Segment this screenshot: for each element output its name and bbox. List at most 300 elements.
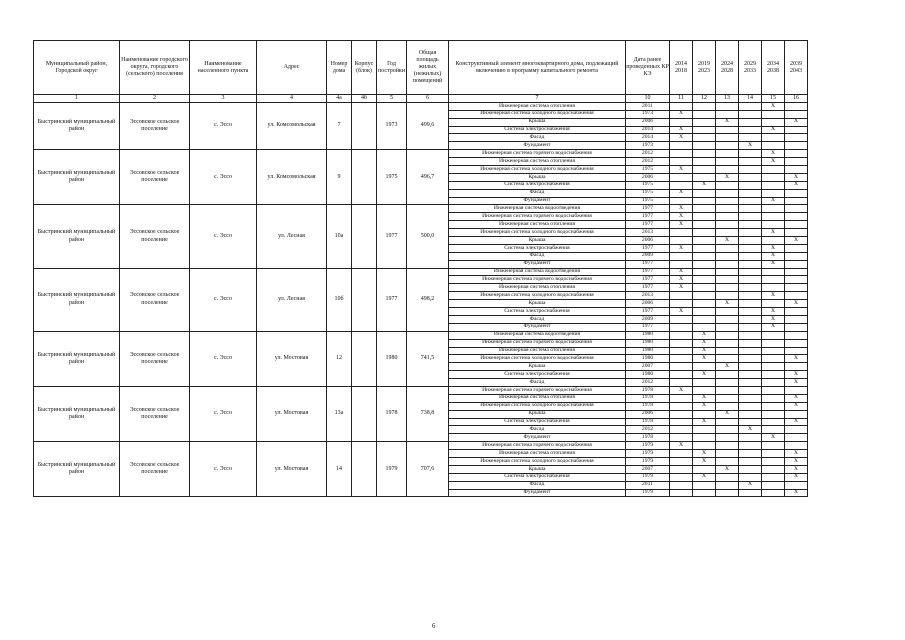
area-cell: 496,7 <box>407 150 449 205</box>
element-name-cell: Инженерная система водоотведения <box>449 268 626 276</box>
period-mark-cell <box>716 386 739 394</box>
period-mark-cell: X <box>762 158 785 166</box>
period-mark-cell: X <box>785 181 808 189</box>
element-name-cell: Крыша <box>449 237 626 245</box>
column-number-cell: 10 <box>626 95 670 103</box>
element-name-cell: Инженерная система горячего водоснабжения <box>449 276 626 284</box>
period-mark-cell <box>693 284 716 292</box>
locality-cell: с. Эссо <box>190 205 257 268</box>
period-mark-cell <box>762 426 785 434</box>
period-mark-cell <box>716 189 739 197</box>
period-mark-cell <box>716 450 739 458</box>
period-mark-cell <box>716 181 739 189</box>
repair-date-cell: 1980 <box>626 355 670 363</box>
period-mark-cell <box>785 410 808 418</box>
period-mark-cell <box>739 434 762 442</box>
period-mark-cell <box>670 450 693 458</box>
period-mark-cell <box>739 181 762 189</box>
period-mark-cell <box>762 205 785 213</box>
period-mark-cell <box>762 268 785 276</box>
period-mark-cell: X <box>716 465 739 473</box>
period-mark-cell <box>716 102 739 110</box>
block-cell <box>352 205 377 268</box>
period-mark-cell <box>693 481 716 489</box>
period-mark-cell: X <box>785 237 808 245</box>
repair-date-cell: 1978 <box>626 402 670 410</box>
header-cell: Адрес <box>257 41 327 95</box>
period-mark-cell <box>693 166 716 174</box>
area-cell: 741,5 <box>407 331 449 386</box>
period-mark-cell <box>693 489 716 497</box>
period-mark-cell <box>716 331 739 339</box>
repair-date-cell: 1977 <box>626 213 670 221</box>
block-cell <box>352 386 377 441</box>
period-mark-cell <box>693 410 716 418</box>
period-mark-cell <box>670 465 693 473</box>
period-mark-cell <box>716 158 739 166</box>
period-mark-cell: X <box>762 252 785 260</box>
period-mark-cell <box>739 252 762 260</box>
period-mark-cell <box>785 347 808 355</box>
build-year-cell: 1977 <box>377 205 407 268</box>
element-name-cell: Система электроснабжения <box>449 126 626 134</box>
element-name-cell: Система электроснабжения <box>449 181 626 189</box>
element-name-cell: Инженерная система горячего водоснабжения <box>449 339 626 347</box>
period-mark-cell <box>762 189 785 197</box>
house-number-cell: 12 <box>327 331 352 386</box>
element-name-cell: Фасад <box>449 426 626 434</box>
period-mark-cell <box>739 260 762 268</box>
period-mark-cell <box>716 347 739 355</box>
period-mark-cell <box>670 355 693 363</box>
column-number-cell: 4а <box>327 95 352 103</box>
period-mark-cell <box>739 323 762 331</box>
period-mark-cell <box>739 213 762 221</box>
period-mark-cell: X <box>670 166 693 174</box>
period-mark-cell <box>716 229 739 237</box>
period-mark-cell <box>785 363 808 371</box>
period-mark-cell: X <box>693 371 716 379</box>
period-mark-cell <box>739 379 762 387</box>
repair-date-cell: 1977 <box>626 244 670 252</box>
period-mark-cell <box>670 237 693 245</box>
column-number-cell: 5 <box>377 95 407 103</box>
repair-date-cell: 2007 <box>626 363 670 371</box>
settlement-cell: Эссовское сельское поселение <box>120 102 190 149</box>
period-mark-cell <box>739 355 762 363</box>
period-mark-cell: X <box>716 173 739 181</box>
column-number-cell: 12 <box>693 95 716 103</box>
element-name-cell: Инженерная система холодного водоснабжения <box>449 229 626 237</box>
period-mark-cell <box>739 308 762 316</box>
period-mark-cell <box>785 268 808 276</box>
area-cell: 500,0 <box>407 205 449 268</box>
period-mark-cell: X <box>785 465 808 473</box>
period-mark-cell <box>762 300 785 308</box>
table-row <box>34 268 808 276</box>
period-mark-cell: X <box>762 315 785 323</box>
period-mark-cell <box>762 371 785 379</box>
period-mark-cell: X <box>716 410 739 418</box>
period-mark-cell <box>670 371 693 379</box>
period-mark-cell <box>670 323 693 331</box>
period-mark-cell <box>693 442 716 450</box>
period-mark-cell <box>693 102 716 110</box>
district-cell: Быстринский муниципальный район <box>34 331 120 386</box>
period-mark-cell: X <box>716 237 739 245</box>
period-mark-cell: X <box>762 150 785 158</box>
repair-date-cell: 1980 <box>626 371 670 379</box>
repair-date-cell: 2009 <box>626 315 670 323</box>
column-number-row <box>34 95 808 103</box>
settlement-cell: Эссовское сельское поселение <box>120 331 190 386</box>
period-mark-cell <box>739 173 762 181</box>
period-mark-cell <box>785 126 808 134</box>
period-mark-cell <box>785 244 808 252</box>
street-cell: ул. Мостовая <box>257 331 327 386</box>
period-mark-cell <box>716 292 739 300</box>
period-mark-cell <box>716 268 739 276</box>
period-mark-cell <box>693 110 716 118</box>
period-mark-cell: X <box>762 260 785 268</box>
period-mark-cell: X <box>670 268 693 276</box>
period-mark-cell <box>670 118 693 126</box>
period-mark-cell <box>716 126 739 134</box>
period-mark-cell <box>670 197 693 205</box>
period-mark-cell <box>739 465 762 473</box>
period-mark-cell: X <box>785 173 808 181</box>
period-mark-cell: X <box>785 118 808 126</box>
settlement-cell: Эссовское сельское поселение <box>120 268 190 331</box>
period-mark-cell: X <box>670 244 693 252</box>
column-number-cell: 4б <box>352 95 377 103</box>
period-mark-cell: X <box>670 276 693 284</box>
period-mark-cell <box>739 315 762 323</box>
column-number-cell: 15 <box>762 95 785 103</box>
repair-date-cell: 1979 <box>626 489 670 497</box>
period-mark-cell <box>716 426 739 434</box>
period-mark-cell: X <box>716 363 739 371</box>
period-mark-cell <box>762 181 785 189</box>
column-number-cell: 16 <box>785 95 808 103</box>
repair-date-cell: 2006 <box>626 118 670 126</box>
element-name-cell: Инженерная система водоотведения <box>449 205 626 213</box>
period-mark-cell <box>739 276 762 284</box>
period-mark-cell <box>716 308 739 316</box>
capital-repair-table-sheet <box>33 40 808 497</box>
street-cell: ул. Мостовая <box>257 386 327 441</box>
period-mark-cell <box>716 473 739 481</box>
repair-date-cell: 1979 <box>626 473 670 481</box>
period-mark-cell <box>716 394 739 402</box>
period-mark-cell <box>762 418 785 426</box>
header-cell: Номер дома <box>327 41 352 95</box>
period-mark-cell: X <box>785 379 808 387</box>
repair-date-cell: 2013 <box>626 229 670 237</box>
period-mark-cell <box>785 308 808 316</box>
element-name-cell: Фасад <box>449 379 626 387</box>
locality-cell: с. Эссо <box>190 331 257 386</box>
period-mark-cell <box>670 229 693 237</box>
period-mark-cell <box>693 173 716 181</box>
period-mark-cell <box>670 292 693 300</box>
period-mark-cell <box>670 300 693 308</box>
period-mark-cell <box>739 244 762 252</box>
period-mark-cell: X <box>693 450 716 458</box>
period-mark-cell <box>693 268 716 276</box>
element-name-cell: Инженерная система отопления <box>449 221 626 229</box>
period-mark-cell <box>716 110 739 118</box>
period-mark-cell <box>762 110 785 118</box>
period-mark-cell <box>762 465 785 473</box>
repair-date-cell: 2006 <box>626 237 670 245</box>
period-mark-cell: X <box>670 126 693 134</box>
table-row <box>34 331 808 339</box>
period-mark-cell <box>739 102 762 110</box>
element-name-cell: Инженерная система горячего водоснабжения <box>449 213 626 221</box>
period-mark-cell <box>739 110 762 118</box>
period-mark-cell <box>762 394 785 402</box>
element-name-cell: Инженерная система горячего водоснабжения <box>449 150 626 158</box>
period-mark-cell <box>670 173 693 181</box>
period-mark-cell <box>762 339 785 347</box>
element-name-cell: Крыша <box>449 300 626 308</box>
period-mark-cell <box>693 276 716 284</box>
period-mark-cell: X <box>670 110 693 118</box>
district-cell: Быстринский муниципальный район <box>34 205 120 268</box>
area-cell: 499,6 <box>407 102 449 149</box>
element-name-cell: Крыша <box>449 173 626 181</box>
element-name-cell: Фундамент <box>449 489 626 497</box>
table-body <box>34 102 808 497</box>
period-mark-cell <box>739 118 762 126</box>
district-cell: Быстринский муниципальный район <box>34 150 120 205</box>
build-year-cell: 1980 <box>377 331 407 386</box>
period-mark-cell <box>762 237 785 245</box>
period-mark-cell <box>762 457 785 465</box>
element-name-cell: Фундамент <box>449 142 626 150</box>
period-mark-cell <box>670 158 693 166</box>
period-mark-cell <box>762 276 785 284</box>
element-name-cell: Система электроснабжения <box>449 371 626 379</box>
period-mark-cell <box>716 371 739 379</box>
element-name-cell: Фасад <box>449 481 626 489</box>
period-mark-cell <box>716 252 739 260</box>
repair-date-cell: 2007 <box>626 465 670 473</box>
period-mark-cell: X <box>785 300 808 308</box>
element-name-cell: Фундамент <box>449 197 626 205</box>
header-cell: Дата ранее проведенных КР КЭ <box>626 41 670 95</box>
period-mark-cell <box>785 110 808 118</box>
repair-date-cell: 1978 <box>626 386 670 394</box>
period-mark-cell: X <box>762 102 785 110</box>
column-number-cell: 4 <box>257 95 327 103</box>
period-mark-cell <box>762 173 785 181</box>
period-mark-cell <box>716 166 739 174</box>
period-mark-cell <box>693 142 716 150</box>
period-mark-cell <box>739 371 762 379</box>
period-mark-cell <box>762 118 785 126</box>
page-number: 6 <box>432 622 436 630</box>
period-mark-cell: X <box>762 197 785 205</box>
locality-cell: с. Эссо <box>190 442 257 497</box>
period-mark-cell <box>762 450 785 458</box>
period-mark-cell: X <box>785 418 808 426</box>
period-mark-cell <box>670 379 693 387</box>
period-mark-cell <box>762 473 785 481</box>
element-name-cell: Инженерная система отопления <box>449 158 626 166</box>
header-cell: 2039 2043 <box>785 41 808 95</box>
period-mark-cell <box>716 355 739 363</box>
period-mark-cell <box>716 379 739 387</box>
period-mark-cell <box>716 402 739 410</box>
period-mark-cell <box>693 118 716 126</box>
settlement-cell: Эссовское сельское поселение <box>120 150 190 205</box>
period-mark-cell <box>670 481 693 489</box>
period-mark-cell: X <box>693 181 716 189</box>
house-number-cell: 14 <box>327 442 352 497</box>
period-mark-cell: X <box>670 189 693 197</box>
period-mark-cell <box>693 315 716 323</box>
house-number-cell: 10б <box>327 268 352 331</box>
period-mark-cell <box>739 363 762 371</box>
period-mark-cell <box>739 347 762 355</box>
repair-date-cell: 1978 <box>626 394 670 402</box>
period-mark-cell <box>693 379 716 387</box>
period-mark-cell <box>785 142 808 150</box>
period-mark-cell <box>739 205 762 213</box>
period-mark-cell <box>716 244 739 252</box>
header-cell: 2029 2033 <box>739 41 762 95</box>
period-mark-cell <box>670 252 693 260</box>
period-mark-cell <box>693 252 716 260</box>
repair-date-cell: 1977 <box>626 276 670 284</box>
period-mark-cell <box>739 418 762 426</box>
header-cell: Год постройки <box>377 41 407 95</box>
element-name-cell: Крыша <box>449 465 626 473</box>
period-mark-cell <box>762 410 785 418</box>
period-mark-cell: X <box>785 402 808 410</box>
header-cell: Корпус (блок) <box>352 41 377 95</box>
element-name-cell: Фундамент <box>449 434 626 442</box>
area-cell: 738,8 <box>407 386 449 441</box>
period-mark-cell <box>762 134 785 142</box>
block-cell <box>352 331 377 386</box>
period-mark-cell <box>762 347 785 355</box>
period-mark-cell <box>785 339 808 347</box>
period-mark-cell: X <box>785 355 808 363</box>
period-mark-cell <box>739 126 762 134</box>
period-mark-cell <box>739 292 762 300</box>
period-mark-cell: X <box>785 473 808 481</box>
period-mark-cell <box>670 473 693 481</box>
table-row <box>34 150 808 158</box>
period-mark-cell <box>739 189 762 197</box>
repair-date-cell: 2011 <box>626 102 670 110</box>
repair-date-cell: 1975 <box>626 181 670 189</box>
locality-cell: с. Эссо <box>190 102 257 149</box>
period-mark-cell <box>693 260 716 268</box>
period-mark-cell <box>785 276 808 284</box>
element-name-cell: Инженерная система отопления <box>449 102 626 110</box>
period-mark-cell <box>762 402 785 410</box>
period-mark-cell <box>739 237 762 245</box>
period-mark-cell: X <box>762 244 785 252</box>
period-mark-cell <box>693 213 716 221</box>
repair-date-cell: 1977 <box>626 268 670 276</box>
period-mark-cell <box>716 315 739 323</box>
repair-date-cell: 2006 <box>626 410 670 418</box>
period-mark-cell <box>762 363 785 371</box>
settlement-cell: Эссовское сельское поселение <box>120 442 190 497</box>
period-mark-cell <box>716 457 739 465</box>
period-mark-cell <box>785 331 808 339</box>
locality-cell: с. Эссо <box>190 386 257 441</box>
period-mark-cell <box>716 260 739 268</box>
period-mark-cell <box>670 426 693 434</box>
period-mark-cell <box>739 331 762 339</box>
period-mark-cell: X <box>670 284 693 292</box>
element-name-cell: Фасад <box>449 134 626 142</box>
period-mark-cell <box>693 363 716 371</box>
period-mark-cell <box>716 134 739 142</box>
period-mark-cell <box>670 394 693 402</box>
table-row <box>34 205 808 213</box>
repair-date-cell: 2009 <box>626 252 670 260</box>
element-name-cell: Инженерная система холодного водоснабжения <box>449 110 626 118</box>
repair-date-cell: 1980 <box>626 339 670 347</box>
column-number-cell: 7 <box>449 95 626 103</box>
element-name-cell: Инженерная система холодного водоснабжения <box>449 292 626 300</box>
period-mark-cell: X <box>670 205 693 213</box>
repair-date-cell: 2012 <box>626 150 670 158</box>
period-mark-cell: X <box>693 394 716 402</box>
street-cell: ул. Мостовая <box>257 442 327 497</box>
period-mark-cell <box>785 221 808 229</box>
period-mark-cell <box>716 213 739 221</box>
period-mark-cell <box>739 402 762 410</box>
period-mark-cell <box>693 300 716 308</box>
period-mark-cell <box>762 379 785 387</box>
area-cell: 498,2 <box>407 268 449 331</box>
element-name-cell: Инженерная система водоотведения <box>449 331 626 339</box>
period-mark-cell: X <box>670 213 693 221</box>
locality-cell: с. Эссо <box>190 268 257 331</box>
period-mark-cell: X <box>739 426 762 434</box>
period-mark-cell <box>739 197 762 205</box>
street-cell: ул. Комсомольская <box>257 150 327 205</box>
period-mark-cell <box>693 197 716 205</box>
repair-date-cell: 1977 <box>626 323 670 331</box>
element-name-cell: Инженерная система горячего водоснабжения <box>449 442 626 450</box>
house-number-cell: 9 <box>327 150 352 205</box>
period-mark-cell: X <box>693 418 716 426</box>
period-mark-cell <box>739 410 762 418</box>
period-mark-cell <box>785 315 808 323</box>
period-mark-cell <box>693 292 716 300</box>
element-name-cell: Система электроснабжения <box>449 244 626 252</box>
column-number-cell: 1 <box>34 95 120 103</box>
period-mark-cell <box>716 434 739 442</box>
period-mark-cell <box>739 386 762 394</box>
district-cell: Быстринский муниципальный район <box>34 268 120 331</box>
repair-date-cell: 1979 <box>626 457 670 465</box>
period-mark-cell <box>670 331 693 339</box>
district-cell: Быстринский муниципальный район <box>34 102 120 149</box>
element-name-cell: Инженерная система отопления <box>449 284 626 292</box>
period-mark-cell <box>762 221 785 229</box>
period-mark-cell <box>716 442 739 450</box>
